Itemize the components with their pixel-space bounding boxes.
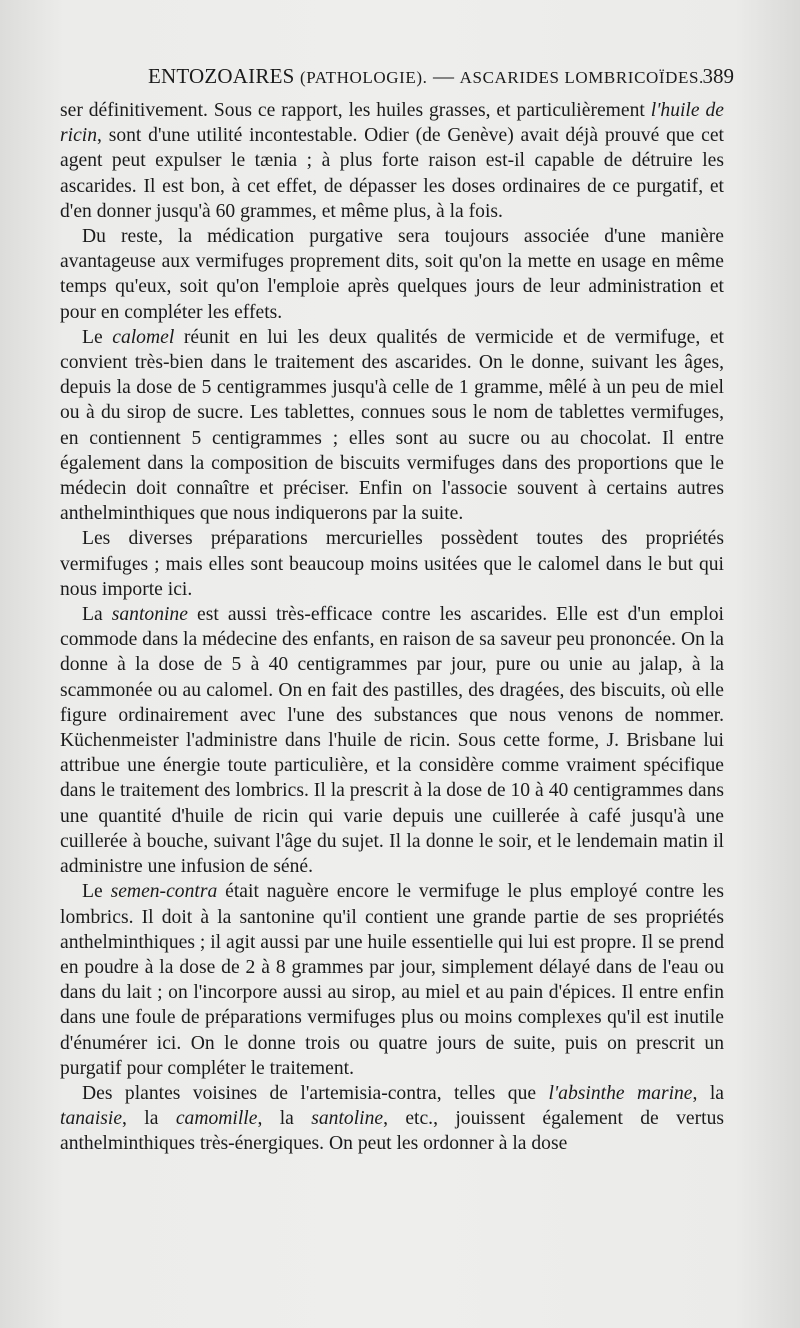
text-run: réunit en lui les deux qualités de vermicide et de vermifuge, et convient très-bien dans le traitement des ascarides. On le donne, suivant les âges, depuis la dose de 5 centigrammes jusqu'à celle de 1 gramme, mêlé à un peu de miel ou à du sirop de sucre. Les tablettes, connues sous le nom de tablettes vermifuges, en contiennent 5 centigrammes ; elles sont au sucre ou au chocolat. Il entre également dans la composition de biscuits vermifuges dans des proportions que le médecin doit connaître et préciser. Enfin on l'associe souvent à certains autres anthelminthiques que nous indiquerons par la suite. (60, 326, 724, 525)
text-run: Le (82, 326, 113, 348)
text-run: , la (122, 1108, 176, 1130)
paragraph-mercurial (60, 526, 724, 602)
text-run: ser définitivement. Sous ce rapport, les huiles grasses, et particulièrement (60, 100, 651, 121)
paragraph-purgative (60, 224, 724, 325)
italic-term: calomel (112, 326, 175, 348)
running-head-subject: ASCARIDES LOMBRICOÏDES. (459, 68, 704, 87)
text-run: Le (82, 881, 111, 903)
text-run: Les diverses préparations mercurielles possèdent toutes des propriétés vermifuges ; mais elles sont beaucoup moins usitées que le calomel dans le but qui nous importe ici. (60, 528, 724, 600)
text-run: , sont d'une utilité incontestable. Odier (de Genève) avait déjà prouvé que cet agent peut expulser le tænia ; à plus forte raison est-il capable de détruire les ascarides. Il est bon, à cet effet, de dépasser les doses ordinaires de ce purgatif, et d'en donner jusqu'à 60 grammes, et même plus, à la fois. (60, 125, 724, 222)
text-run: Du reste, la médication purgative sera toujours associée d'une manière avantageuse aux vermifuges proprement dits, soit qu'on la mette en usage en même temps qu'eux, soit qu'on l'emploie après quelques jours de leur administration et pour en compléter les effets. (60, 226, 724, 323)
paragraph-santonine (60, 602, 724, 879)
body-text (60, 98, 724, 1157)
text-run: , la (692, 1082, 724, 1104)
running-head-separator: — (427, 64, 460, 88)
paragraph-semen-contra (60, 879, 724, 1081)
text-run: , la (257, 1108, 312, 1130)
paragraph-plants (60, 1081, 724, 1157)
italic-term: semen-contra (110, 881, 218, 903)
italic-term: l'absinthe marine (548, 1082, 693, 1104)
italic-term: l'huile de ricin (60, 100, 724, 147)
page-number: 389 (702, 64, 734, 88)
italic-term: camomille (175, 1108, 258, 1130)
text-run: La (82, 604, 112, 626)
text-run: Des plantes voisines de l'artemisia-contra, telles que (82, 1082, 549, 1104)
italic-term: santoline (311, 1108, 384, 1130)
running-head-title: ENTOZOAIRES (148, 64, 295, 88)
text-run: était naguère encore le vermifuge le plus employé contre les lombrics. Il doit à la santonine qu'il contient une grande partie de ses propriétés anthelminthiques ; il agit aussi par une huile essentielle qui lui est propre. Il se prend en poudre à la dose de 2 à 8 grammes par jour, simplement délayé dans de l'eau ou dans du lait ; on l'incorpore aussi au sirop, au miel et au pain d'épices. Il entre enfin dans une foule de préparations vermifuges plus ou moins complexes qu'il est inutile d'énumérer ici. On le donne trois ou quatre jours de suite, puis on prescrit un purgatif pour compléter le traitement. (60, 881, 724, 1079)
running-head-title-line (148, 62, 704, 92)
running-head (60, 62, 736, 90)
italic-term: tanaisie (60, 1108, 123, 1130)
text-run: , etc., jouissent également de vertus anthelminthiques très-énergiques. On peut les ordonner à la dose (60, 1108, 724, 1155)
running-head-section: (PATHOLOGIE). (299, 68, 428, 87)
paragraph-castor-oil (60, 98, 724, 224)
italic-term: santonine (111, 604, 188, 626)
paragraph-calomel (60, 325, 724, 527)
text-run: est aussi très-efficace contre les ascarides. Elle est d'un emploi commode dans la médecine des enfants, en raison de sa saveur peu prononcée. On la donne à la dose de 5 à 40 centigrammes par jour, pure ou unie au jalap, à la scammonée ou au calomel. On en fait des pastilles, des dragées, des biscuits, où elle figure ordinairement avec l'une des substances que nous venons de nommer. Küchenmeister l'administre dans l'huile de ricin. Sous cette forme, J. Brisbane lui attribue une énergie toute particulière, et la considère comme vraiment spécifique dans le traitement des lombrics. Il la prescrit à la dose de 10 à 40 centigrammes dans une quantité d'huile de ricin qui varie depuis une cuillerée à café jusqu'à une cuillerée à bouche, suivant l'âge du sujet. Il la donne le soir, et le lendemain matin il administre une infusion de séné. (60, 604, 724, 878)
